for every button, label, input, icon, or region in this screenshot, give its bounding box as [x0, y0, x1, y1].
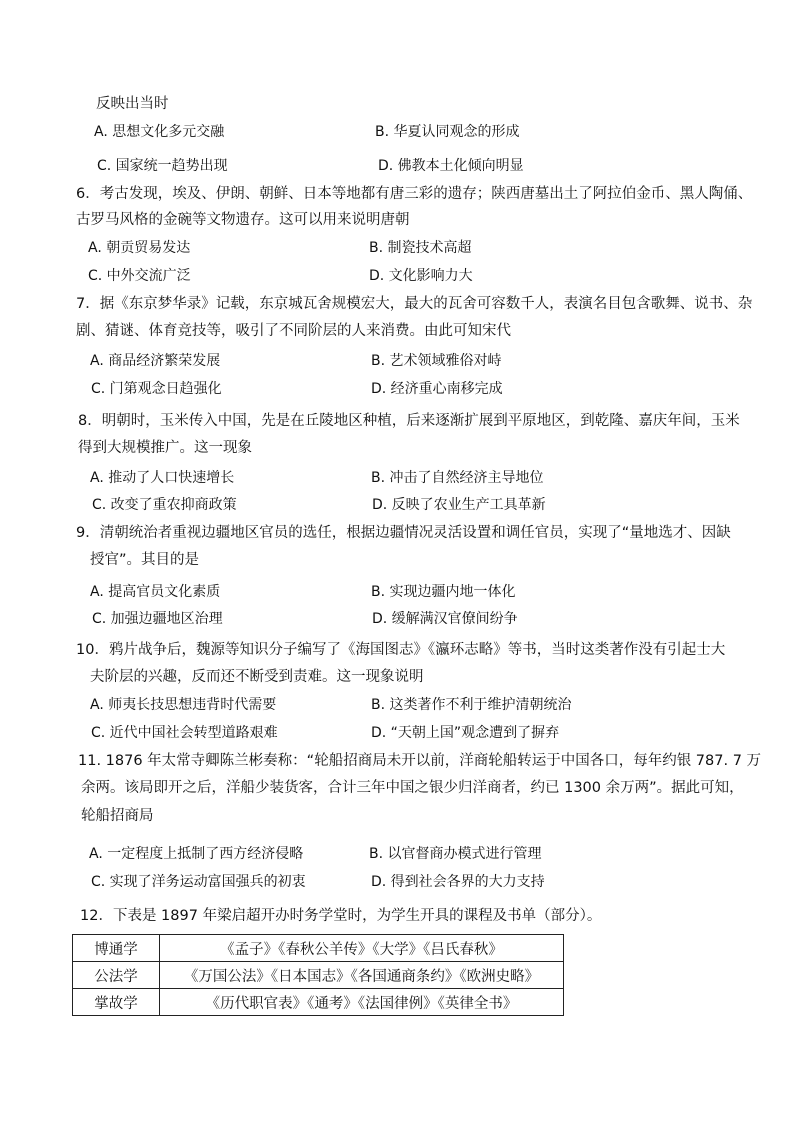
q6-option-c: C. 中外交流广泛 [88, 268, 191, 284]
q7-stem-line-2: 剧、猜谜、体育竞技等，吸引了不同阶层的人来消费。由此可知宋代 [76, 323, 511, 339]
q7-option-d: D. 经济重心南移完成 [371, 381, 503, 397]
q11-stem-line-2: 余两。该局即开之后，洋船少装货客，合计三年中国之银少归洋商者，约已 1300 余万两”。据此可知， [81, 780, 744, 796]
q7-option-b: B. 艺术领域雅俗对峙 [371, 353, 502, 369]
q5-stem-continuation: 反映出当时 [96, 96, 169, 112]
course-name-cell: 博通学 [73, 935, 160, 962]
q5-option-a: A. 思想文化多元交融 [94, 124, 225, 140]
q6-option-b: B. 制瓷技术高超 [369, 240, 472, 256]
q8-option-d: D. 反映了农业生产工具革新 [372, 497, 546, 513]
book-list-cell: 《历代职官表》《通考》《法国律例》《英律全书》 [160, 989, 564, 1016]
book-list-cell: 《孟子》《春秋公羊传》《大学》《吕氏春秋》 [160, 935, 564, 962]
q9-stem-line-2: 授官”。其目的是 [90, 552, 200, 568]
q8-stem-line-2: 得到大规模推广。这一现象 [78, 440, 252, 456]
q9-option-b: B. 实现边疆内地一体化 [371, 584, 516, 600]
q11-option-d: D. 得到社会各界的大力支持 [371, 874, 545, 890]
q8-option-c: C. 改变了重农抑商政策 [92, 497, 237, 513]
q7-option-a: A. 商品经济繁荣发展 [90, 353, 221, 369]
q10-option-c: C. 近代中国社会转型道路艰难 [91, 725, 278, 741]
q11-option-c: C. 实现了洋务运动富国强兵的初衷 [91, 874, 306, 890]
book-list-cell: 《万国公法》《日本国志》《各国通商条约》《欧洲史略》 [160, 962, 564, 989]
q11-option-a: A. 一定程度上抵制了西方经济侵略 [89, 846, 304, 862]
q6-stem-line-1: 6．考古发现，埃及、伊朗、朝鲜、日本等地都有唐三彩的遗存；陕西唐墓出土了阿拉伯金币、黑人陶俑、 [76, 186, 753, 202]
q11-stem-line-1: 11. 1876 年太常寺卿陈兰彬奏称：“轮船招商局未开以前，洋商轮船转运于中国各口，每年约银 787. 7 万 [78, 753, 762, 769]
course-book-table [72, 934, 564, 1016]
q10-option-d: D. “天朝上国”观念遭到了摒弃 [371, 725, 560, 741]
q8-option-b: B. 冲击了自然经济主导地位 [371, 470, 544, 486]
q7-option-c: C. 门第观念日趋强化 [91, 381, 222, 397]
q10-option-a: A. 师夷长技思想违背时代需要 [90, 697, 277, 713]
q11-stem-line-3: 轮船招商局 [81, 808, 154, 824]
table-row [73, 935, 564, 962]
q5-option-d: D. 佛教本土化倾向明显 [378, 158, 524, 174]
q9-stem-line-1: 9．清朝统治者重视边疆地区官员的选任，根据边疆情况灵活设置和调任官员，实现了“量地选才、因缺 [76, 525, 731, 541]
q10-stem-line-1: 10．鸦片战争后，魏源等知识分子编写了《海国图志》《瀛环志略》等书，当时这类著作没有引起士大 [76, 642, 726, 658]
q6-option-d: D. 文化影响力大 [369, 268, 473, 284]
q10-option-b: B. 这类著作不利于维护清朝统治 [371, 697, 572, 713]
q5-option-c: C. 国家统一趋势出现 [97, 158, 228, 174]
table-row [73, 989, 564, 1016]
q10-stem-line-2: 夫阶层的兴趣，反而还不断受到责难。这一现象说明 [90, 669, 424, 685]
q11-option-b: B. 以官督商办模式进行管理 [369, 846, 542, 862]
table-row [73, 962, 564, 989]
q9-option-d: D. 缓解满汉官僚间纷争 [372, 611, 518, 627]
q5-option-b: B. 华夏认同观念的形成 [375, 124, 520, 140]
q6-option-a: A. 朝贡贸易发达 [88, 240, 191, 256]
q12-stem: 12．下表是 1897 年梁启超开办时务学堂时，为学生开具的课程及书单（部分）。 [80, 908, 602, 924]
q9-option-c: C. 加强边疆地区治理 [92, 611, 223, 627]
course-name-cell: 公法学 [73, 962, 160, 989]
q8-stem-line-1: 8．明朝时，玉米传入中国，先是在丘陵地区种植，后来逐渐扩展到平原地区，到乾隆、嘉庆年间，玉米 [78, 413, 740, 429]
course-name-cell: 掌故学 [73, 989, 160, 1016]
q6-stem-line-2: 古罗马风格的金碗等文物遗存。这可以用来说明唐朝 [76, 212, 410, 228]
q7-stem-line-1: 7．据《东京梦华录》记载，东京城瓦舍规模宏大，最大的瓦舍可容数千人，表演名目包含歌舞、说书、杂 [76, 296, 753, 312]
q9-option-a: A. 提高官员文化素质 [90, 584, 221, 600]
q8-option-a: A. 推动了人口快速增长 [90, 470, 235, 486]
